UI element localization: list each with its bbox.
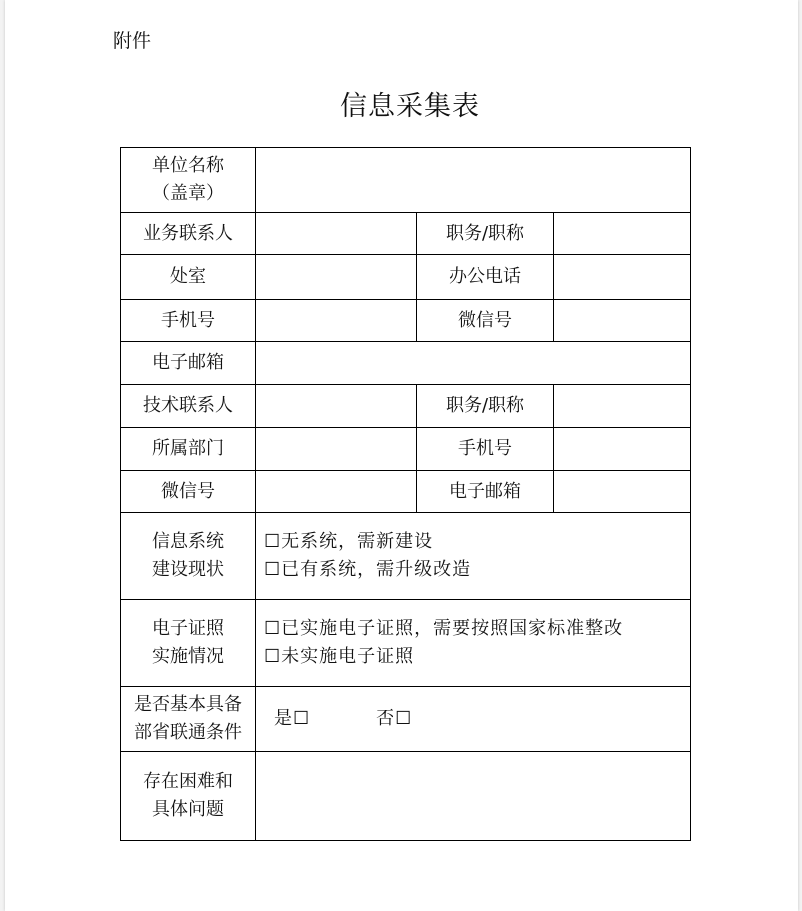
system-status-label-line2: 建设现状 bbox=[152, 559, 224, 580]
difficulty-label-line1: 存在困难和 bbox=[143, 771, 233, 793]
mobile-label: 手机号 bbox=[121, 300, 256, 342]
tech-email-field[interactable] bbox=[554, 471, 691, 513]
difficulty-label bbox=[121, 752, 256, 841]
connectivity-label bbox=[121, 687, 256, 752]
elicense-label-line2: 实施情况 bbox=[152, 646, 224, 667]
department-field[interactable] bbox=[256, 255, 417, 300]
tech-contact-field[interactable] bbox=[256, 385, 417, 428]
email-label: 电子邮箱 bbox=[121, 342, 256, 385]
department-label: 处室 bbox=[121, 255, 256, 300]
system-status-label-line1: 信息系统 bbox=[152, 531, 224, 553]
no-checkbox[interactable]: 否☐ bbox=[376, 708, 413, 730]
wechat-field[interactable] bbox=[554, 300, 691, 342]
tech-wechat-field[interactable] bbox=[256, 471, 417, 513]
tech-position-title-label: 职务/职称 bbox=[417, 385, 554, 428]
business-contact-label: 业务联系人 bbox=[121, 213, 256, 255]
wechat-label: 微信号 bbox=[417, 300, 554, 342]
affiliated-dept-field[interactable] bbox=[256, 428, 417, 471]
affiliated-dept-label: 所属部门 bbox=[121, 428, 256, 471]
difficulty-label-line2: 具体问题 bbox=[152, 799, 224, 820]
system-status-label bbox=[121, 513, 256, 600]
mobile-field[interactable] bbox=[256, 300, 417, 342]
unit-name-label-line1: 单位名称 bbox=[152, 155, 224, 177]
tech-position-title-field[interactable] bbox=[554, 385, 691, 428]
email-field[interactable] bbox=[256, 342, 691, 385]
tech-mobile-label: 手机号 bbox=[417, 428, 554, 471]
system-option-new[interactable]: ☐无系统，需新建设 bbox=[264, 531, 434, 553]
connectivity-options bbox=[256, 687, 691, 752]
tech-wechat-label: 微信号 bbox=[121, 471, 256, 513]
document-page bbox=[5, 0, 798, 911]
elicense-label-line1: 电子证照 bbox=[152, 618, 224, 640]
office-phone-field[interactable] bbox=[554, 255, 691, 300]
difficulty-field[interactable] bbox=[256, 752, 691, 841]
position-title-field[interactable] bbox=[554, 213, 691, 255]
unit-name-label-line2: （盖章） bbox=[152, 183, 224, 204]
tech-email-label: 电子邮箱 bbox=[417, 471, 554, 513]
unit-name-label bbox=[121, 148, 256, 213]
office-phone-label: 办公电话 bbox=[417, 255, 554, 300]
elicense-option-not-implemented[interactable]: ☐未实施电子证照 bbox=[264, 646, 415, 667]
unit-name-field[interactable] bbox=[256, 148, 691, 213]
connectivity-label-line2: 部省联通条件 bbox=[134, 722, 242, 743]
attachment-label: 附件 bbox=[113, 30, 152, 52]
tech-contact-label: 技术联系人 bbox=[121, 385, 256, 428]
system-status-options bbox=[256, 513, 691, 600]
elicense-label bbox=[121, 600, 256, 687]
connectivity-label-line1: 是否基本具备 bbox=[134, 694, 242, 716]
info-collection-form bbox=[120, 147, 691, 841]
elicense-option-implemented[interactable]: ☐已实施电子证照，需要按照国家标准整改 bbox=[264, 618, 624, 640]
elicense-options bbox=[256, 600, 691, 687]
position-title-label: 职务/职称 bbox=[417, 213, 554, 255]
tech-mobile-field[interactable] bbox=[554, 428, 691, 471]
business-contact-field[interactable] bbox=[256, 213, 417, 255]
system-option-upgrade[interactable]: ☐已有系统，需升级改造 bbox=[264, 559, 472, 580]
page-title: 信息采集表 bbox=[340, 91, 480, 122]
yes-checkbox[interactable]: 是☐ bbox=[274, 708, 311, 730]
